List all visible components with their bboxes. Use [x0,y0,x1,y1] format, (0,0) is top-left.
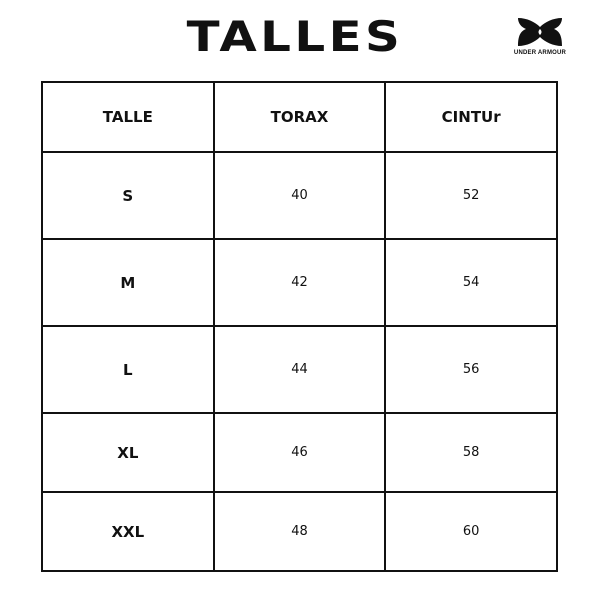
torax-cell: 46 [214,413,386,492]
header-talle: TALLE [42,82,214,152]
table-row [42,492,557,571]
torax-cell: 44 [214,326,386,413]
page-title: TALLES [186,12,404,61]
size-cell: M [42,239,214,326]
torax-cell: 40 [214,152,386,239]
table-row [42,413,557,492]
cintura-cell: 54 [385,239,557,326]
header-cintura: CINTUr [385,82,557,152]
header-torax: TORAX [214,82,386,152]
cintura-cell: 58 [385,413,557,492]
brand-logo [502,16,578,60]
table-row [42,152,557,239]
under-armour-logo-icon [515,16,565,48]
table-header-row [42,82,557,152]
size-cell: XL [42,413,214,492]
torax-cell: 42 [214,239,386,326]
cintura-cell: 56 [385,326,557,413]
cintura-cell: 60 [385,492,557,571]
size-cell: S [42,152,214,239]
torax-cell: 48 [214,492,386,571]
logo-text: UNDER ARMOUR [513,50,567,56]
table-row [42,326,557,413]
size-cell: L [42,326,214,413]
cintura-cell: 52 [385,152,557,239]
table-row [42,239,557,326]
size-cell: XXL [42,492,214,571]
size-chart-table [41,81,558,572]
